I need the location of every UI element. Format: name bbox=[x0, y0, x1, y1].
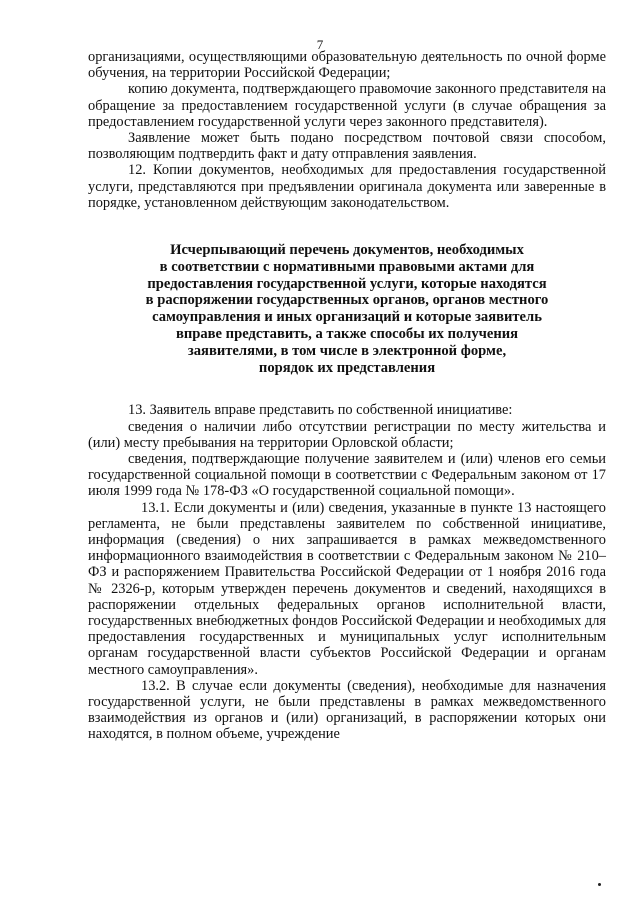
heading-line: заявителями, в том числе в электронной форме, bbox=[187, 342, 507, 359]
paragraph-item-13: 13. Заявитель вправе представить по собственной инициативе: bbox=[128, 402, 513, 419]
paragraph-continuation: организациями, осуществляющими образовательную деятельность по очной форме обучения, на территории Российской Федерации; bbox=[88, 49, 606, 82]
paragraph-representative-copy: копию документа, подтверждающего правомочие законного представителя на обращение за предоставлением государственной услуги (в случае обращения за предоставлением государственной услуги через законного представителя). bbox=[88, 81, 606, 130]
document-body bbox=[88, 49, 606, 743]
section-heading bbox=[88, 242, 606, 376]
heading-line: в соответствии с нормативными правовыми актами для bbox=[159, 258, 535, 275]
paragraph-item-13-2: 13.2. В случае если документы (сведения), необходимые для назначения государственной услуги, не были представлены в рамках межведомственного взаимодействия из органов и (или) организаций, в распоряжении которых они находятся, в полном объеме, учреждение bbox=[88, 677, 606, 743]
page-number: 7 bbox=[316, 37, 324, 52]
paragraph-social-aid-info: сведения, подтверждающие получение заявителем и (или) членов его семьи государственной социальной помощи в соответствии с Федеральным законом от 17 июля 1999 года № 178-ФЗ «О государственной социальной помощи». bbox=[88, 451, 606, 500]
paragraph-registration-info: сведения о наличии либо отсутствии регистрации по месту жительства и (или) месту пребывания на территории Орловской области; bbox=[88, 418, 606, 451]
heading-line: порядок их представления bbox=[258, 359, 436, 376]
paragraph-item-13-1: 13.1. Если документы и (или) сведения, указанные в пункте 13 настоящего регламента, не были представлены заявителем по собственной инициативе, информация (сведения) о них запрашивается в рамках межведомственного информационного взаимодействия в соответствии с Федеральным законом № 210–ФЗ и распоряжением Правительства Российской Федерации от 1 ноября 2016 года № 2326-р, которым утвержден перечень документов и сведений, находящихся в распоряжении отдельных федеральных органов исполнительной власти, государственных внебюджетных фондов Российской Федерации и необходимых для предоставления государственных и муниципальных услуг исполнительным органам государственной власти субъектов Российской Федерации и органам местного самоуправления». bbox=[88, 499, 606, 678]
heading-line: предоставления государственной услуги, которые находятся bbox=[147, 275, 547, 292]
heading-line: вправе представить, а также способы их получения bbox=[175, 326, 519, 343]
heading-line: самоуправления и иных организаций и которые заявитель bbox=[152, 309, 542, 326]
paragraph-postal-submission: Заявление может быть подано посредством почтовой связи способом, позволяющим подтвердить факт и дату отправления заявления. bbox=[88, 130, 606, 163]
scan-speck bbox=[598, 883, 601, 886]
paragraph-item-12: 12. Копии документов, необходимых для предоставления государственной услуги, представляются при предъявлении оригинала документа или заверенные в порядке, установленном действующим законодательством. bbox=[88, 162, 606, 211]
heading-line: Исчерпывающий перечень документов, необходимых bbox=[170, 242, 524, 259]
heading-line: в распоряжении государственных органов, органов местного bbox=[145, 292, 549, 309]
